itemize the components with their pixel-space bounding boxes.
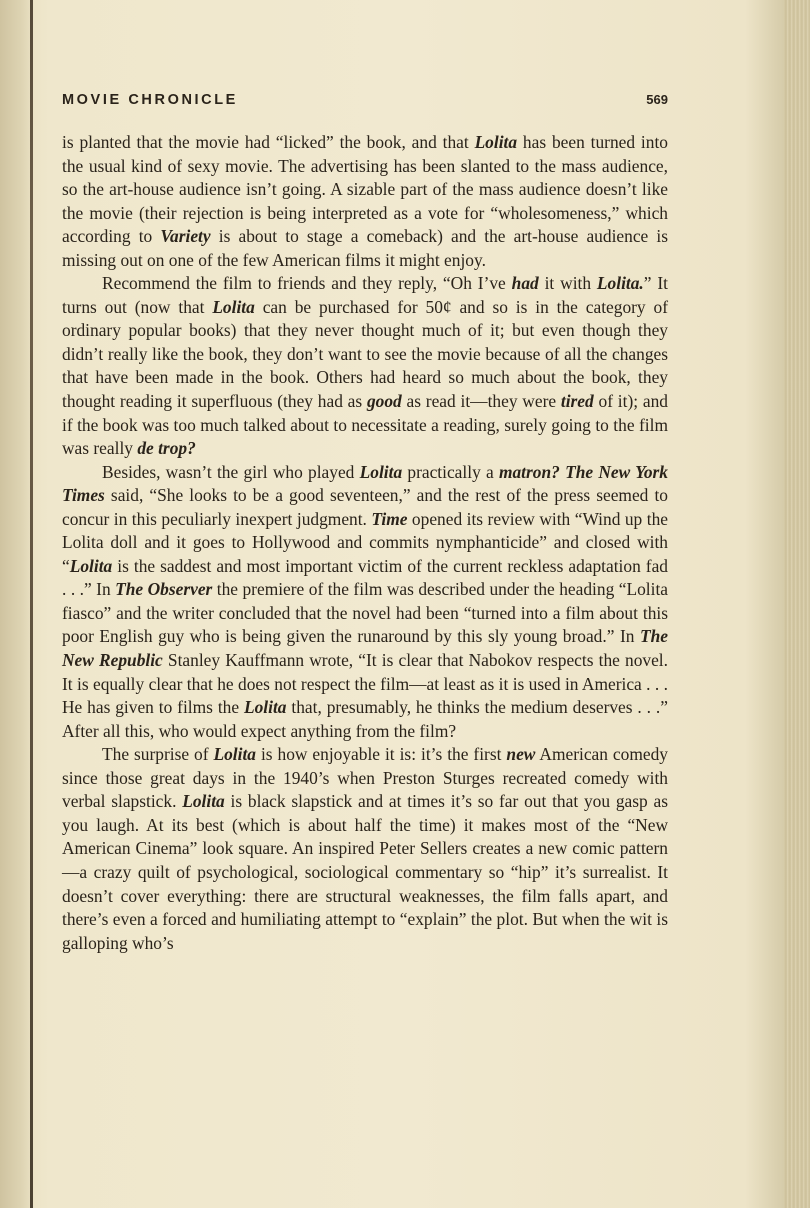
page-edges bbox=[784, 0, 810, 1208]
text-run: can be purchased for 50¢ and so is in the category of ordinary popular books) that they never thought much of it; but even though they didn’t really like the book, they don’t want to see the movie because of all the changes that have been made in the book. Others had heard so much about the book, they thought reading it superfluous (they had as bbox=[62, 296, 668, 412]
text-run: ” It turns out (now that bbox=[62, 273, 668, 317]
italic-text: The New Republic bbox=[62, 626, 668, 671]
text-run: is black slapstick and at times it’s so far out that you gasp as you laugh. At its best (which is about half the time) it makes most of the “New American Cinema” look square. An inspired Peter Sellers creates a new comic pattern—a crazy quilt of psychological, sociological commentary so “hip” it’s surrealist. It doesn’t cover everything: there are structural weaknesses, the film falls apart, and there’s even a forced and humiliating attempt to “explain” the plot. But when the wit is galloping who’s bbox=[62, 791, 668, 953]
binding-shadow bbox=[0, 0, 34, 1208]
text-run: that, presumably, he thinks the medium deserves . . .” After all this, who would expect anything from the film? bbox=[62, 697, 668, 741]
italic-text: matron? bbox=[498, 461, 560, 482]
text-run: Recommend the film to friends and they reply, “Oh I’ve bbox=[102, 273, 512, 294]
text-run: is about to stage a comeback) and the art-house audience is missing out on one of the few American films it might enjoy. bbox=[62, 226, 668, 270]
text-run: of it); and if the book was too much talked about to necessitate a reading, surely going to the film was really bbox=[62, 391, 668, 459]
text-run: said, “She looks to be a good seventeen,” and the rest of the press seemed to concur in this peculiarly inexpert judgment. bbox=[62, 485, 668, 529]
text-run: Stanley Kauffmann wrote, “It is clear that Nabokov respects the novel. It is equally clear that he does not respect the film—at least as it is used in America . . . He has given to films the bbox=[62, 650, 668, 718]
body-text bbox=[62, 131, 668, 955]
running-head: MOVIE CHRONICLE bbox=[62, 92, 238, 108]
italic-text: Lolita. bbox=[596, 273, 644, 294]
text-run: it with bbox=[538, 273, 597, 294]
italic-text: Variety bbox=[160, 226, 211, 247]
italic-text: tired bbox=[560, 391, 594, 412]
text-run: opened its review with “Wind up the Lolita doll and it goes to Hollywood and commits nymphanticide” and closed with “ bbox=[62, 508, 668, 576]
paragraph-2 bbox=[62, 272, 668, 460]
italic-text: Lolita bbox=[182, 791, 225, 812]
text-run: the premiere of the film was described under the heading “Lolita fiasco” and the writer concluded that the novel had been “turned into a film about this poor English guy who is being given the runaround by this sly young broad.” In bbox=[62, 579, 668, 647]
italic-text: de trop? bbox=[137, 438, 196, 459]
italic-text: Lolita bbox=[213, 744, 256, 765]
italic-text: Lolita bbox=[243, 697, 287, 718]
page-number: 569 bbox=[646, 92, 668, 107]
paragraph-1 bbox=[62, 131, 668, 272]
paragraph-3 bbox=[62, 461, 668, 744]
text-run: Besides, wasn’t the girl who played bbox=[102, 461, 360, 482]
italic-text: Lolita bbox=[69, 555, 113, 576]
text-run: as read it—they were bbox=[401, 391, 561, 412]
italic-text: Time bbox=[371, 508, 408, 529]
italic-text: Lolita bbox=[212, 296, 255, 317]
page-header bbox=[62, 92, 668, 114]
text-run: has been turned into the usual kind of sexy movie. The advertising has been slanted to the mass audience, so the art-house audience isn’t going. A sizable part of the mass audience doesn’t like the movie (their rejection is being interpreted as a vote for “wholesomeness,” which according to bbox=[62, 132, 668, 247]
paragraph-4 bbox=[62, 743, 668, 955]
text-run: American comedy since those great days in the 1940’s when Preston Sturges recreated comedy with verbal slapstick. bbox=[62, 744, 668, 812]
italic-text: Lolita bbox=[359, 461, 403, 482]
italic-text: The Observer bbox=[115, 579, 213, 600]
binding-edge bbox=[30, 0, 33, 1208]
text-run: practically a bbox=[402, 461, 499, 482]
italic-text: The New York Times bbox=[62, 461, 668, 506]
text-run: is how enjoyable it is: it’s the first bbox=[255, 744, 507, 765]
italic-text: new bbox=[506, 744, 536, 765]
italic-text: had bbox=[511, 273, 539, 294]
text-run: is the saddest and most important victim of the current reckless adaptation fad . . .” In bbox=[62, 555, 668, 600]
text-run: is planted that the movie had “licked” the book, and that bbox=[62, 132, 475, 152]
text-run: The surprise of bbox=[102, 744, 214, 765]
italic-text: good bbox=[366, 391, 402, 412]
italic-text: Lolita bbox=[474, 132, 518, 152]
